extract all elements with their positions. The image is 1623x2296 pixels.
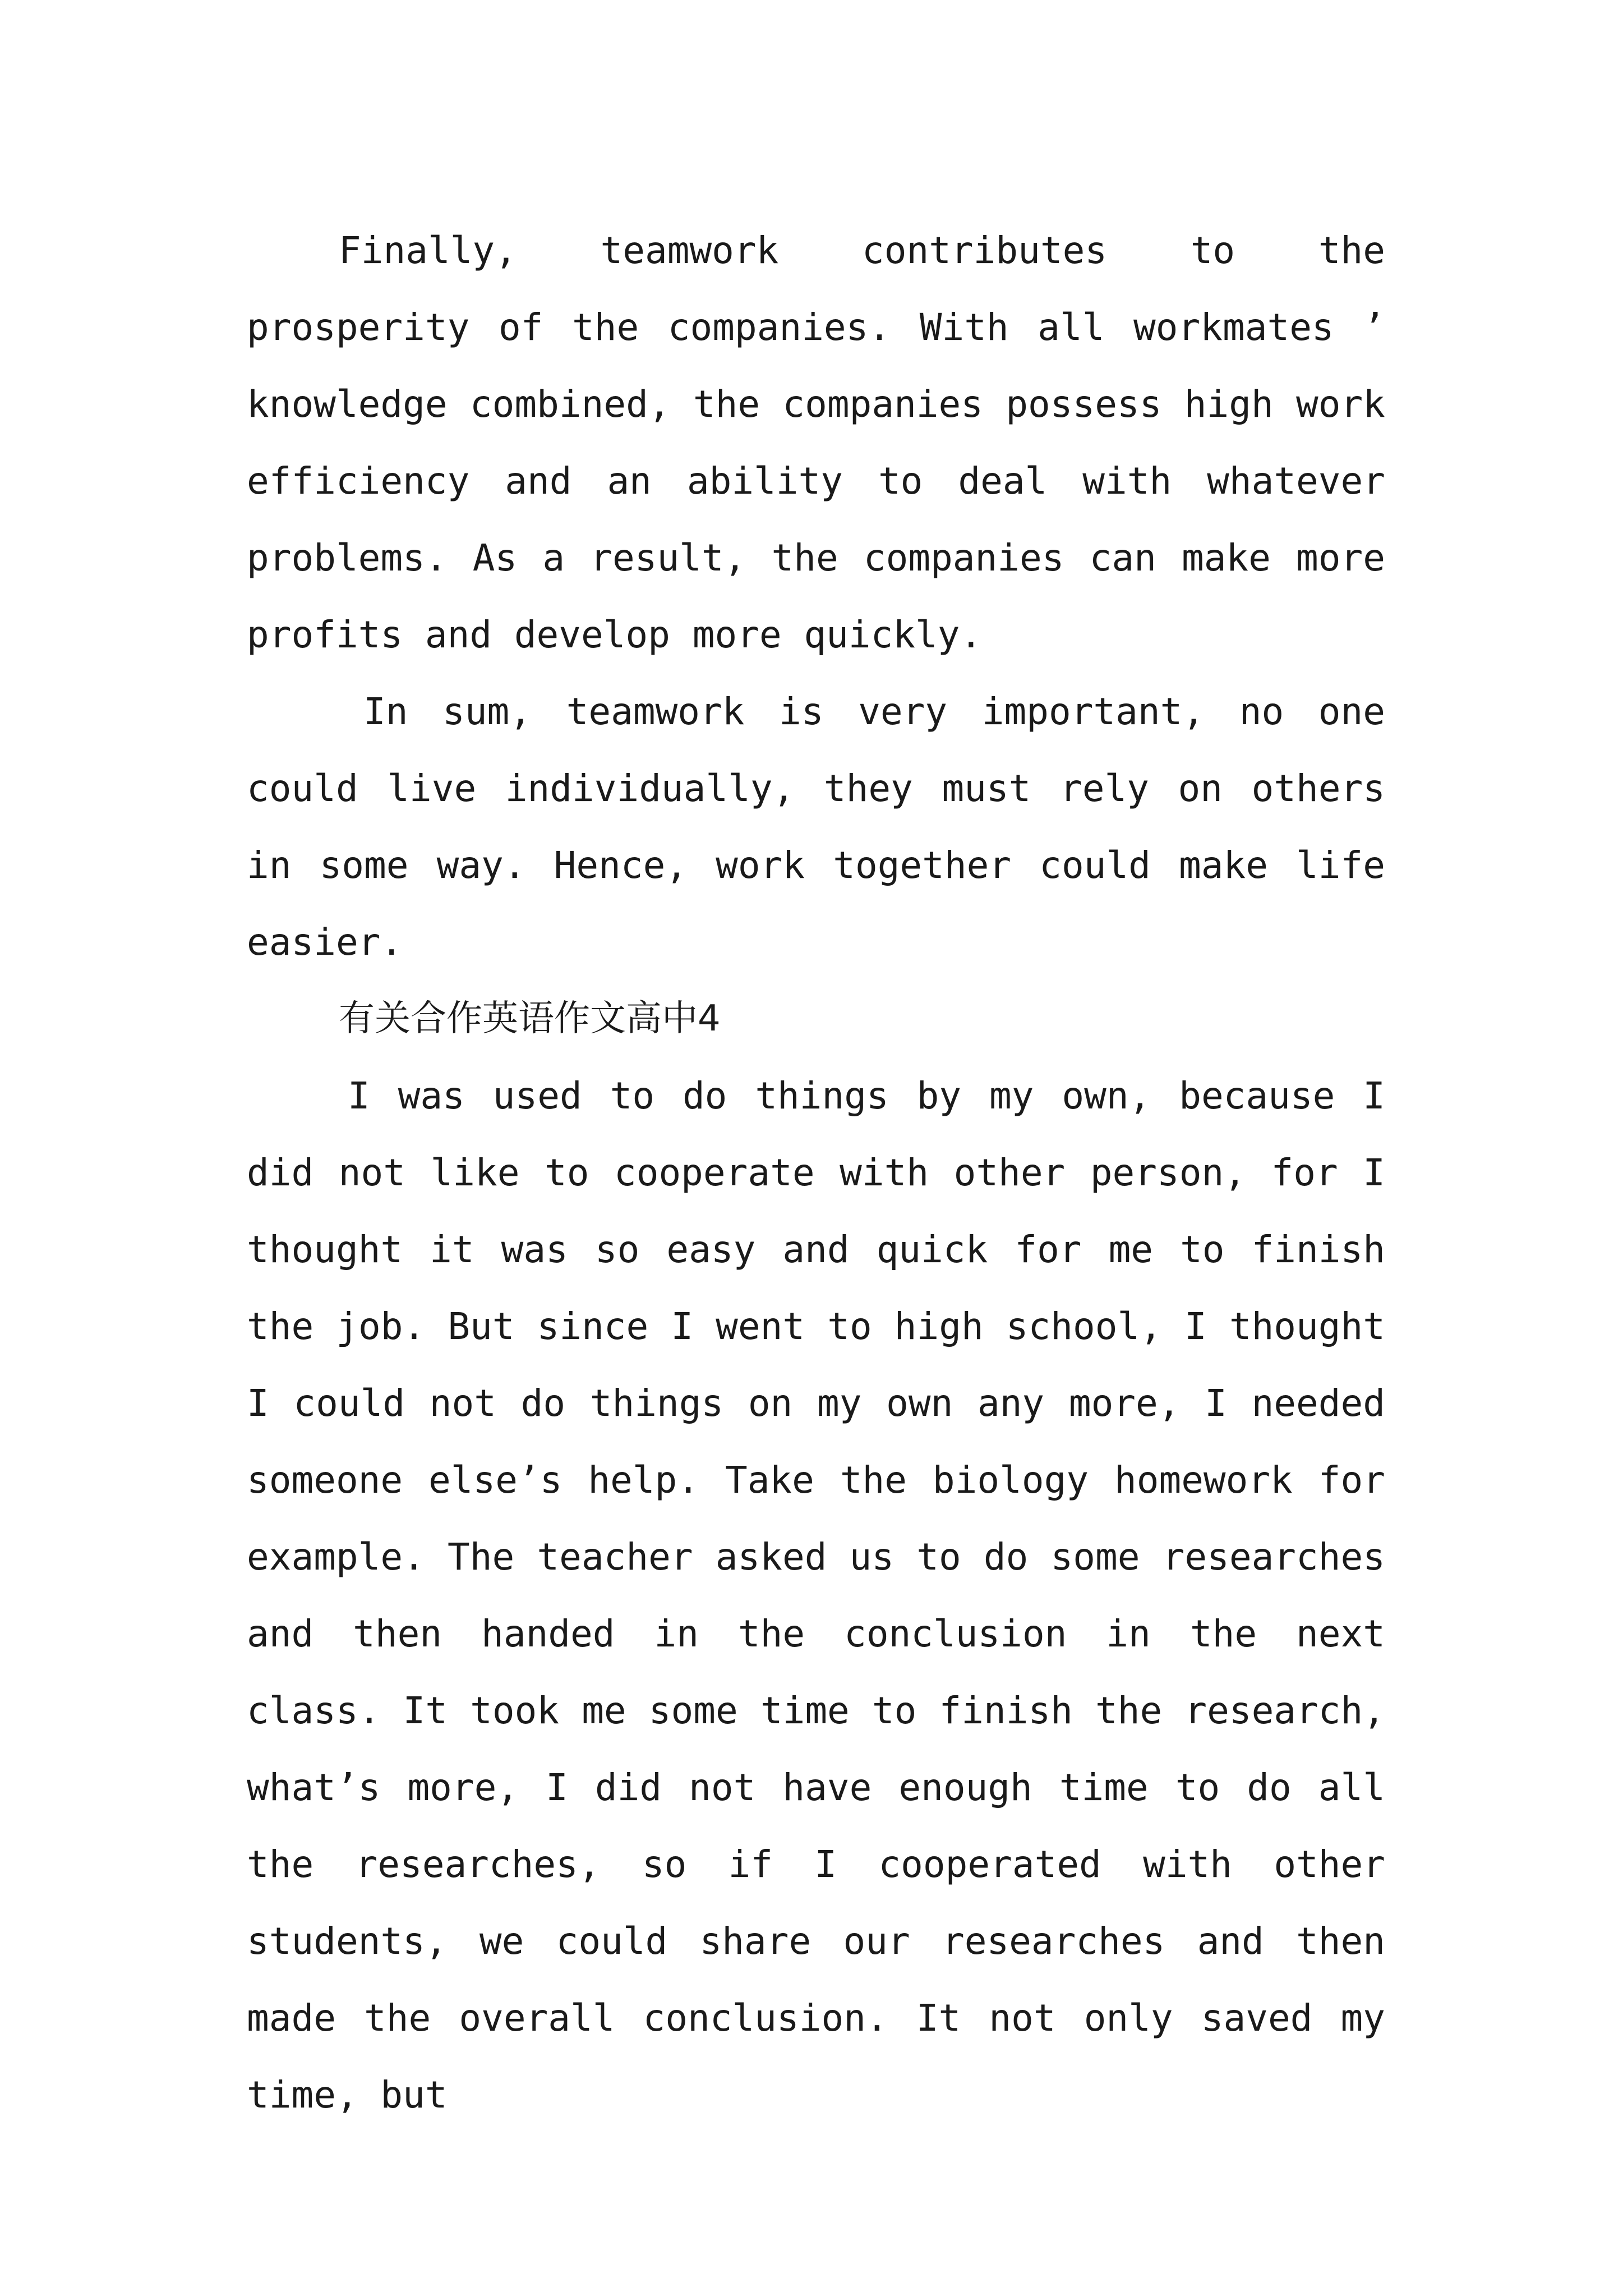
paragraph-in-sum: In sum, teamwork is very important, no one could live individually, they must rely on others in some way. Hence, work together could make life easier. <box>247 690 1385 964</box>
document-body <box>247 212 1385 2133</box>
paragraph-cooperation-story: I was used to do things by my own, because I did not like to cooperate with other person, for I thought it was so easy and quick for me to finish the job. But since I went to high school, I thought I could not do things on my own any more, I needed someone else’s help. Take the biology homework for example. The teacher asked us to do some researches and then handed in the conclusion in the next class. It took me some time to finish the research, what’s more, I did not have enough time to do all the researches, so if I cooperated with other students, we could share our researches and then made the overall conclusion. It not only saved my time, but <box>247 1074 1385 2116</box>
section-heading: 有关合作英语作文高中4 <box>339 998 721 1039</box>
paragraph-teamwork-prosperity: Finally, teamwork contributes to the prosperity of the companies. With all workmates ’ knowledge combined, the companies possess high work efficiency and an ability to deal with whatever problems. As a result, the companies can make more profits and develop more quickly. <box>247 229 1385 656</box>
